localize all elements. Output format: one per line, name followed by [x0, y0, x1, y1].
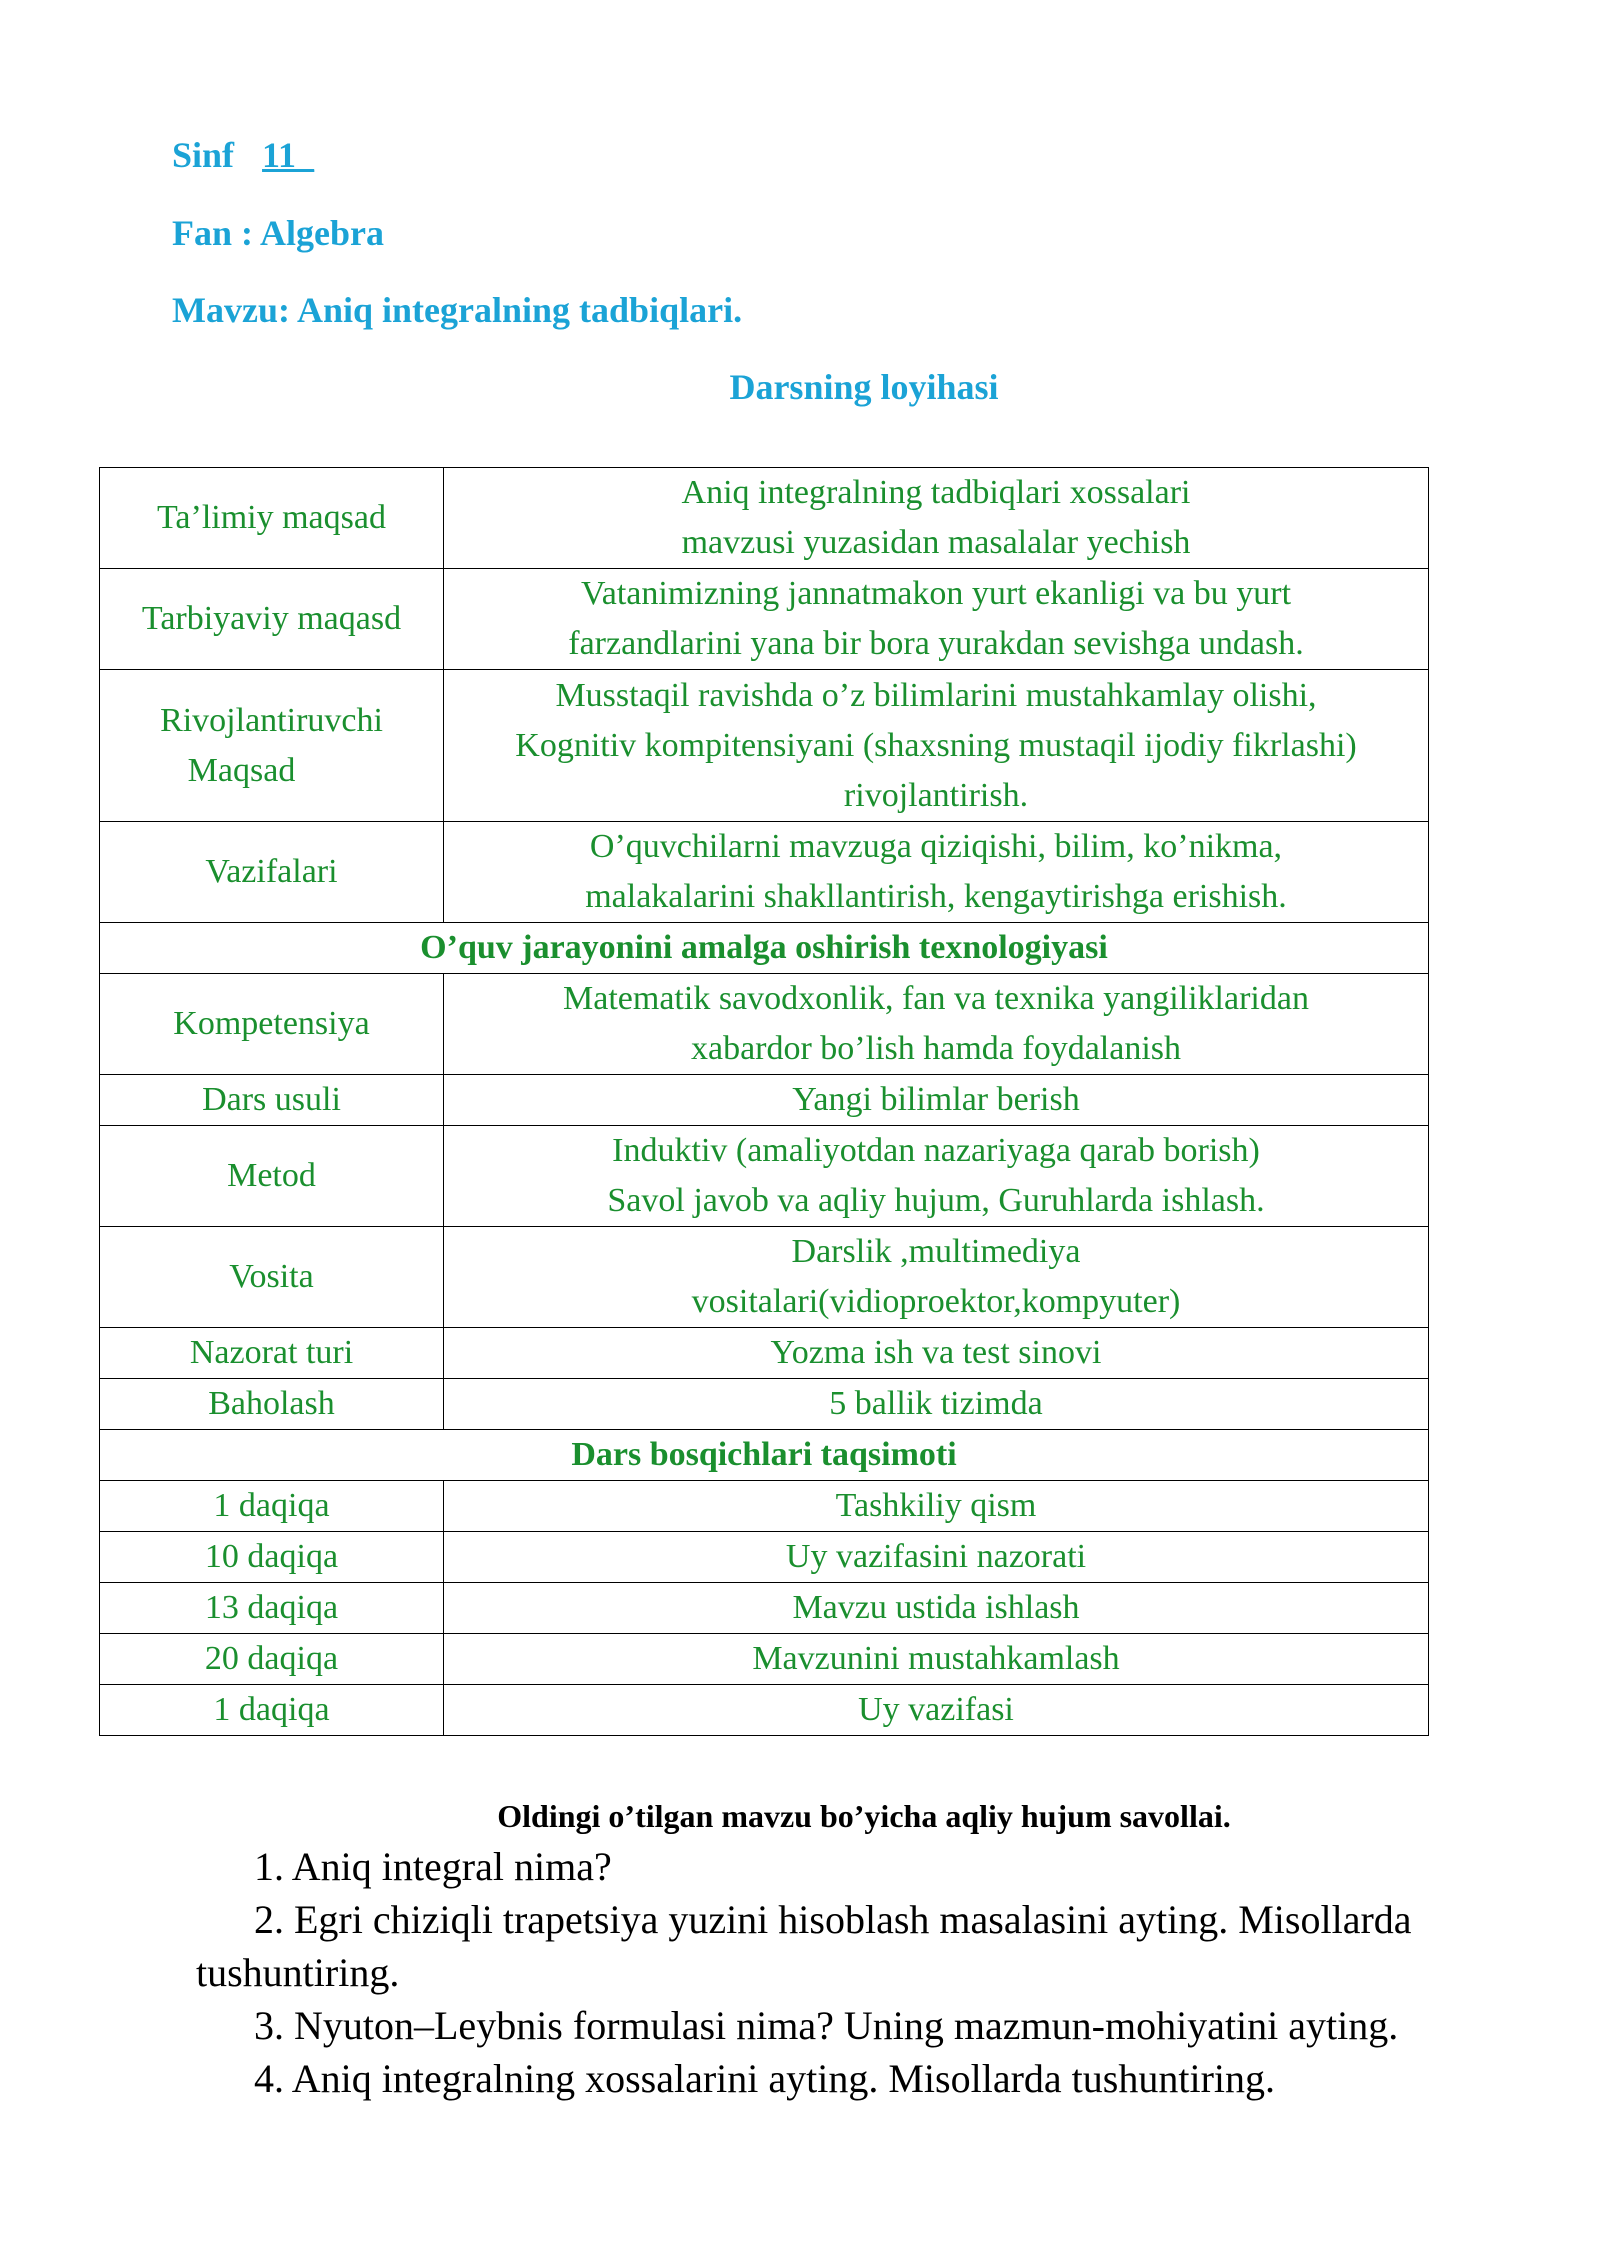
section-row	[100, 923, 1429, 974]
row-value: Yangi bilimlar berish	[444, 1075, 1429, 1126]
sinf-label: Sinf	[172, 135, 235, 175]
table-row	[100, 1634, 1429, 1685]
list-item: 3. Nyuton–Leybnis formulasi nima? Uning mazmun-mohiyatini ayting.	[254, 2003, 1399, 2048]
table-row	[100, 1075, 1429, 1126]
table-row	[100, 1126, 1429, 1227]
row-value: Darslik ,multimediya vositalari(vidioproektor,kompyuter)	[444, 1227, 1429, 1328]
table-row	[100, 569, 1429, 670]
stage-task: Uy vazifasini nazorati	[444, 1532, 1429, 1583]
list-item: 2. Egri chiziqli trapetsiya yuzini hisoblash masalasini ayting. Misollarda tushuntiring.	[196, 1897, 1412, 1995]
stage-task: Tashkiliy qism	[444, 1481, 1429, 1532]
stage-time: 10 daqiqa	[100, 1532, 444, 1583]
stage-time: 20 daqiqa	[100, 1634, 444, 1685]
stage-time: 1 daqiqa	[100, 1685, 444, 1736]
row-label: Tarbiyaviy maqasd	[100, 569, 444, 670]
section-heading-technology: O’quv jarayonini amalga oshirish texnologiyasi	[100, 923, 1429, 974]
list-item: 4. Aniq integralning xossalarini ayting. Misollarda tushuntiring.	[254, 2056, 1275, 2101]
stage-time: 13 daqiqa	[100, 1583, 444, 1634]
stage-task: Mavzu ustida ishlash	[444, 1583, 1429, 1634]
table-row	[100, 1481, 1429, 1532]
stage-time: 1 daqiqa	[100, 1481, 444, 1532]
lesson-plan-table	[99, 467, 1429, 1736]
table-row	[100, 1583, 1429, 1634]
row-value: O’quvchilarni mavzuga qiziqishi, bilim, ko’nikma, malakalarini shakllantirish, kengaytirishga erishish.	[444, 822, 1429, 923]
row-label: Nazorat turi	[100, 1328, 444, 1379]
row-label: Baholash	[100, 1379, 444, 1430]
row-label: Metod	[100, 1126, 444, 1227]
fan-line: Fan : Algebra	[172, 213, 384, 253]
table-row	[100, 1379, 1429, 1430]
row-value: Induktiv (amaliyotdan nazariyaga qarab borish) Savol javob va aqliy hujum, Guruhlarda ishlash.	[444, 1126, 1429, 1227]
list-item: 1. Aniq integral nima?	[254, 1844, 612, 1889]
row-label: Rivojlantiruvchi Maqsad	[100, 670, 444, 822]
row-value: Yozma ish va test sinovi	[444, 1328, 1429, 1379]
table-row	[100, 1685, 1429, 1736]
row-value: Vatanimizning jannatmakon yurt ekanligi va bu yurt farzandlarini yana bir bora yurakdan sevishga undash.	[444, 569, 1429, 670]
row-value: Musstaqil ravishda o’z bilimlarini mustahkamlay olishi, Kognitiv kompitensiyani (shaxsning mustaqil ijodiy fikrlashi) rivojlantirish.	[444, 670, 1429, 822]
section-heading-stages: Dars bosqichlari taqsimoti	[100, 1430, 1429, 1481]
row-label: Vosita	[100, 1227, 444, 1328]
mavzu-line: Mavzu: Aniq integralning tadbiqlari.	[172, 290, 743, 330]
row-label: Ta’limiy maqsad	[100, 468, 444, 569]
row-label: Kompetensiya	[100, 974, 444, 1075]
sinf-value: 11_	[262, 135, 315, 175]
row-label: Dars usuli	[100, 1075, 444, 1126]
row-value: Aniq integralning tadbiqlari xossalari mavzusi yuzasidan masalalar yechish	[444, 468, 1429, 569]
stage-task: Mavzunini mustahkamlash	[444, 1634, 1429, 1685]
table-row	[100, 670, 1429, 822]
table-row	[100, 468, 1429, 569]
stage-task: Uy vazifasi	[444, 1685, 1429, 1736]
table-row	[100, 822, 1429, 923]
table-row	[100, 1227, 1429, 1328]
section-row	[100, 1430, 1429, 1481]
table-row	[100, 1532, 1429, 1583]
sinf-line	[172, 135, 314, 175]
row-value: Matematik savodxonlik, fan va texnika yangiliklaridan xabardor bo’lish hamda foydalanish	[444, 974, 1429, 1075]
row-label: Vazifalari	[100, 822, 444, 923]
table-row	[100, 1328, 1429, 1379]
page-title: Darsning loyihasi	[729, 367, 999, 407]
row-value: 5 ballik tizimda	[444, 1379, 1429, 1430]
table-row	[100, 974, 1429, 1075]
questions-list	[196, 1840, 1546, 2105]
questions-title: Oldingi o’tilgan mavzu bo’yicha aqliy hujum savollai.	[497, 1798, 1231, 1834]
